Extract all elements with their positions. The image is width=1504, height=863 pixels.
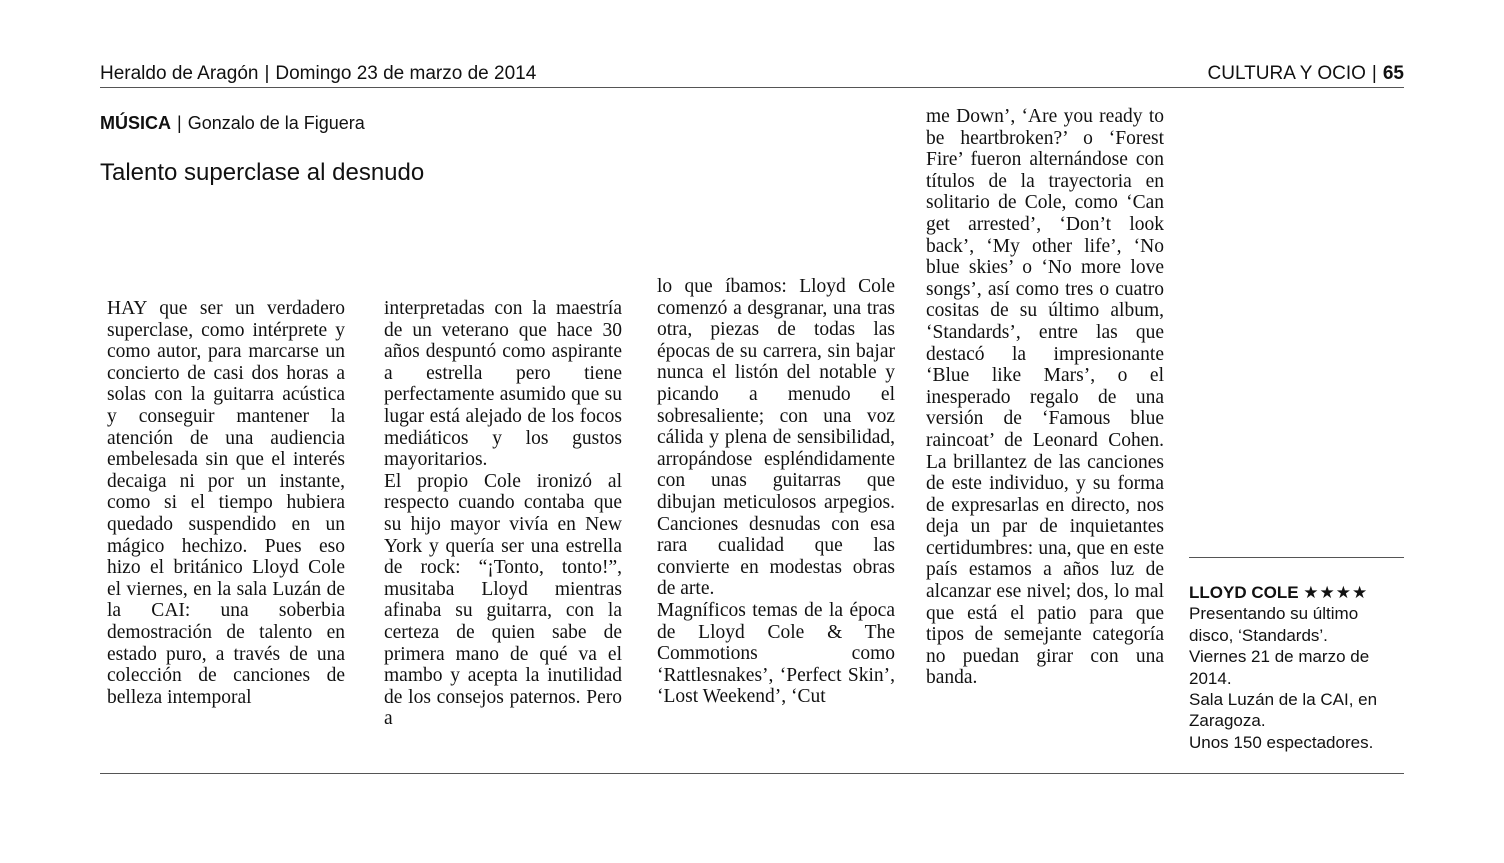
column-3-paragraph-1: lo que íbamos: Lloyd Cole comenzó a desgranar, una tras otra, piezas de todas las épocas de su carrera, sin bajar nunca el listón del notable y picando a menudo el sobresaliente; con una voz cálida y plena de sensibilidad, arropándose espléndidamente con unas guitarras que dibujan meticulosos arpegios. Canciones desnudas con esa rara cualidad que las convierte en modestas obras de arte. [657, 276, 895, 600]
header-separator-right: | [1371, 63, 1377, 84]
factbox-artist: LLOYD COLE [1189, 583, 1299, 602]
factbox-rule [1189, 557, 1404, 558]
article-column-2 [384, 298, 622, 730]
column-2-paragraph-1: interpretadas con la maestría de un veterano que hace 30 años despuntó como aspirante a estrella pero tiene perfectamente asumido que su lugar está alejado de los focos mediáticos y los gustos mayoritarios. [384, 298, 622, 471]
rating-stars: ★★★★ [1303, 583, 1369, 602]
factbox-title [1189, 582, 1409, 603]
article-column-3 [657, 276, 895, 708]
header-separator: | [264, 63, 270, 84]
factbox-line: Unos 150 espectadores. [1189, 732, 1374, 752]
header-right [1208, 62, 1404, 86]
column-1-paragraph-1: HAY que ser un verdadero superclase, como intérprete y como autor, para marcarse un concierto de casi dos horas a solas con la guitarra acústica y conseguir mantener la atención de una audiencia embelesada sin que el interés decaiga ni por un instante, como si el tiempo hubiera quedado suspendido en un mágico hechizo. Pues eso hizo el británico Lloyd Cole el viernes, en la sala Luzán de la CAI: una soberbia demostración de talento en estado puro, a través de una colección de canciones de belleza intemporal [107, 298, 345, 708]
byline-separator: | [177, 113, 182, 133]
section-name: CULTURA Y OCIO [1207, 63, 1366, 84]
factbox-line: disco, ‘Standards’. [1189, 625, 1328, 645]
footer-rule [100, 773, 1404, 774]
publication-name: Heraldo de Aragón [100, 63, 259, 84]
publication-date: Domingo 23 de marzo de 2014 [275, 63, 537, 84]
factbox-line: Viernes 21 de marzo de [1189, 647, 1370, 667]
header-rule [100, 87, 1404, 88]
concert-factbox [1189, 582, 1409, 753]
byline [100, 112, 365, 134]
factbox-line: Sala Luzán de la CAI, en [1189, 690, 1378, 710]
article-category: MÚSICA [100, 113, 171, 133]
article-author: Gonzalo de la Figuera [187, 113, 365, 133]
article-column-1 [107, 298, 345, 708]
factbox-line: Zaragoza. [1189, 711, 1266, 731]
column-2-paragraph-2: El propio Cole ironizó al respecto cuando contaba que su hijo mayor vivía en New York y quería ser una estrella de rock: “¡Tonto, tonto!”, musitaba Lloyd mientras afinaba su guitarra, con la certeza de quien sabe de primera mano de qué va el mambo y acepta la inutilidad de los consejos paternos. Pero a [384, 470, 622, 730]
factbox-line: Presentando su último [1189, 604, 1359, 624]
column-4-paragraph-1: me Down’, ‘Are you ready to be heartbroken?’ o ‘Forest Fire’ fueron alternándose con títulos de la trayectoria en solitario de Cole, como ‘Can get arrested’, ‘Don’t look back’, ‘My other life’, ‘No blue skies’ o ‘No more love songs’, así como tres o cuatro cositas de su último album, ‘Standards’, entre las que destacó la impresionante ‘Blue like Mars’, o el inesperado regalo de una versión de ‘Famous blue raincoat’ de Leonard Cohen. La brillantez de las canciones de este individuo, y su forma de expresarlas en directo, nos deja un par de inquietantes certidumbres: una, que en este país estamos a años luz de alcanzar ese nivel; dos, lo mal que está el patio para que tipos de semejante categoría no puedan girar con una banda. [926, 106, 1164, 689]
article-column-4 [926, 106, 1164, 689]
factbox-line: 2014. [1189, 668, 1232, 688]
column-3-paragraph-2: Magníficos temas de la época de Lloyd Cole & The Commotions como ‘Rattlesnakes’, ‘Perfect Skin’, ‘Lost Weekend’, ‘Cut [657, 599, 895, 708]
header-left [100, 62, 536, 86]
page-header [100, 62, 1404, 86]
article-headline: Talento superclase al desnudo [100, 159, 425, 186]
page-number: 65 [1382, 63, 1404, 84]
